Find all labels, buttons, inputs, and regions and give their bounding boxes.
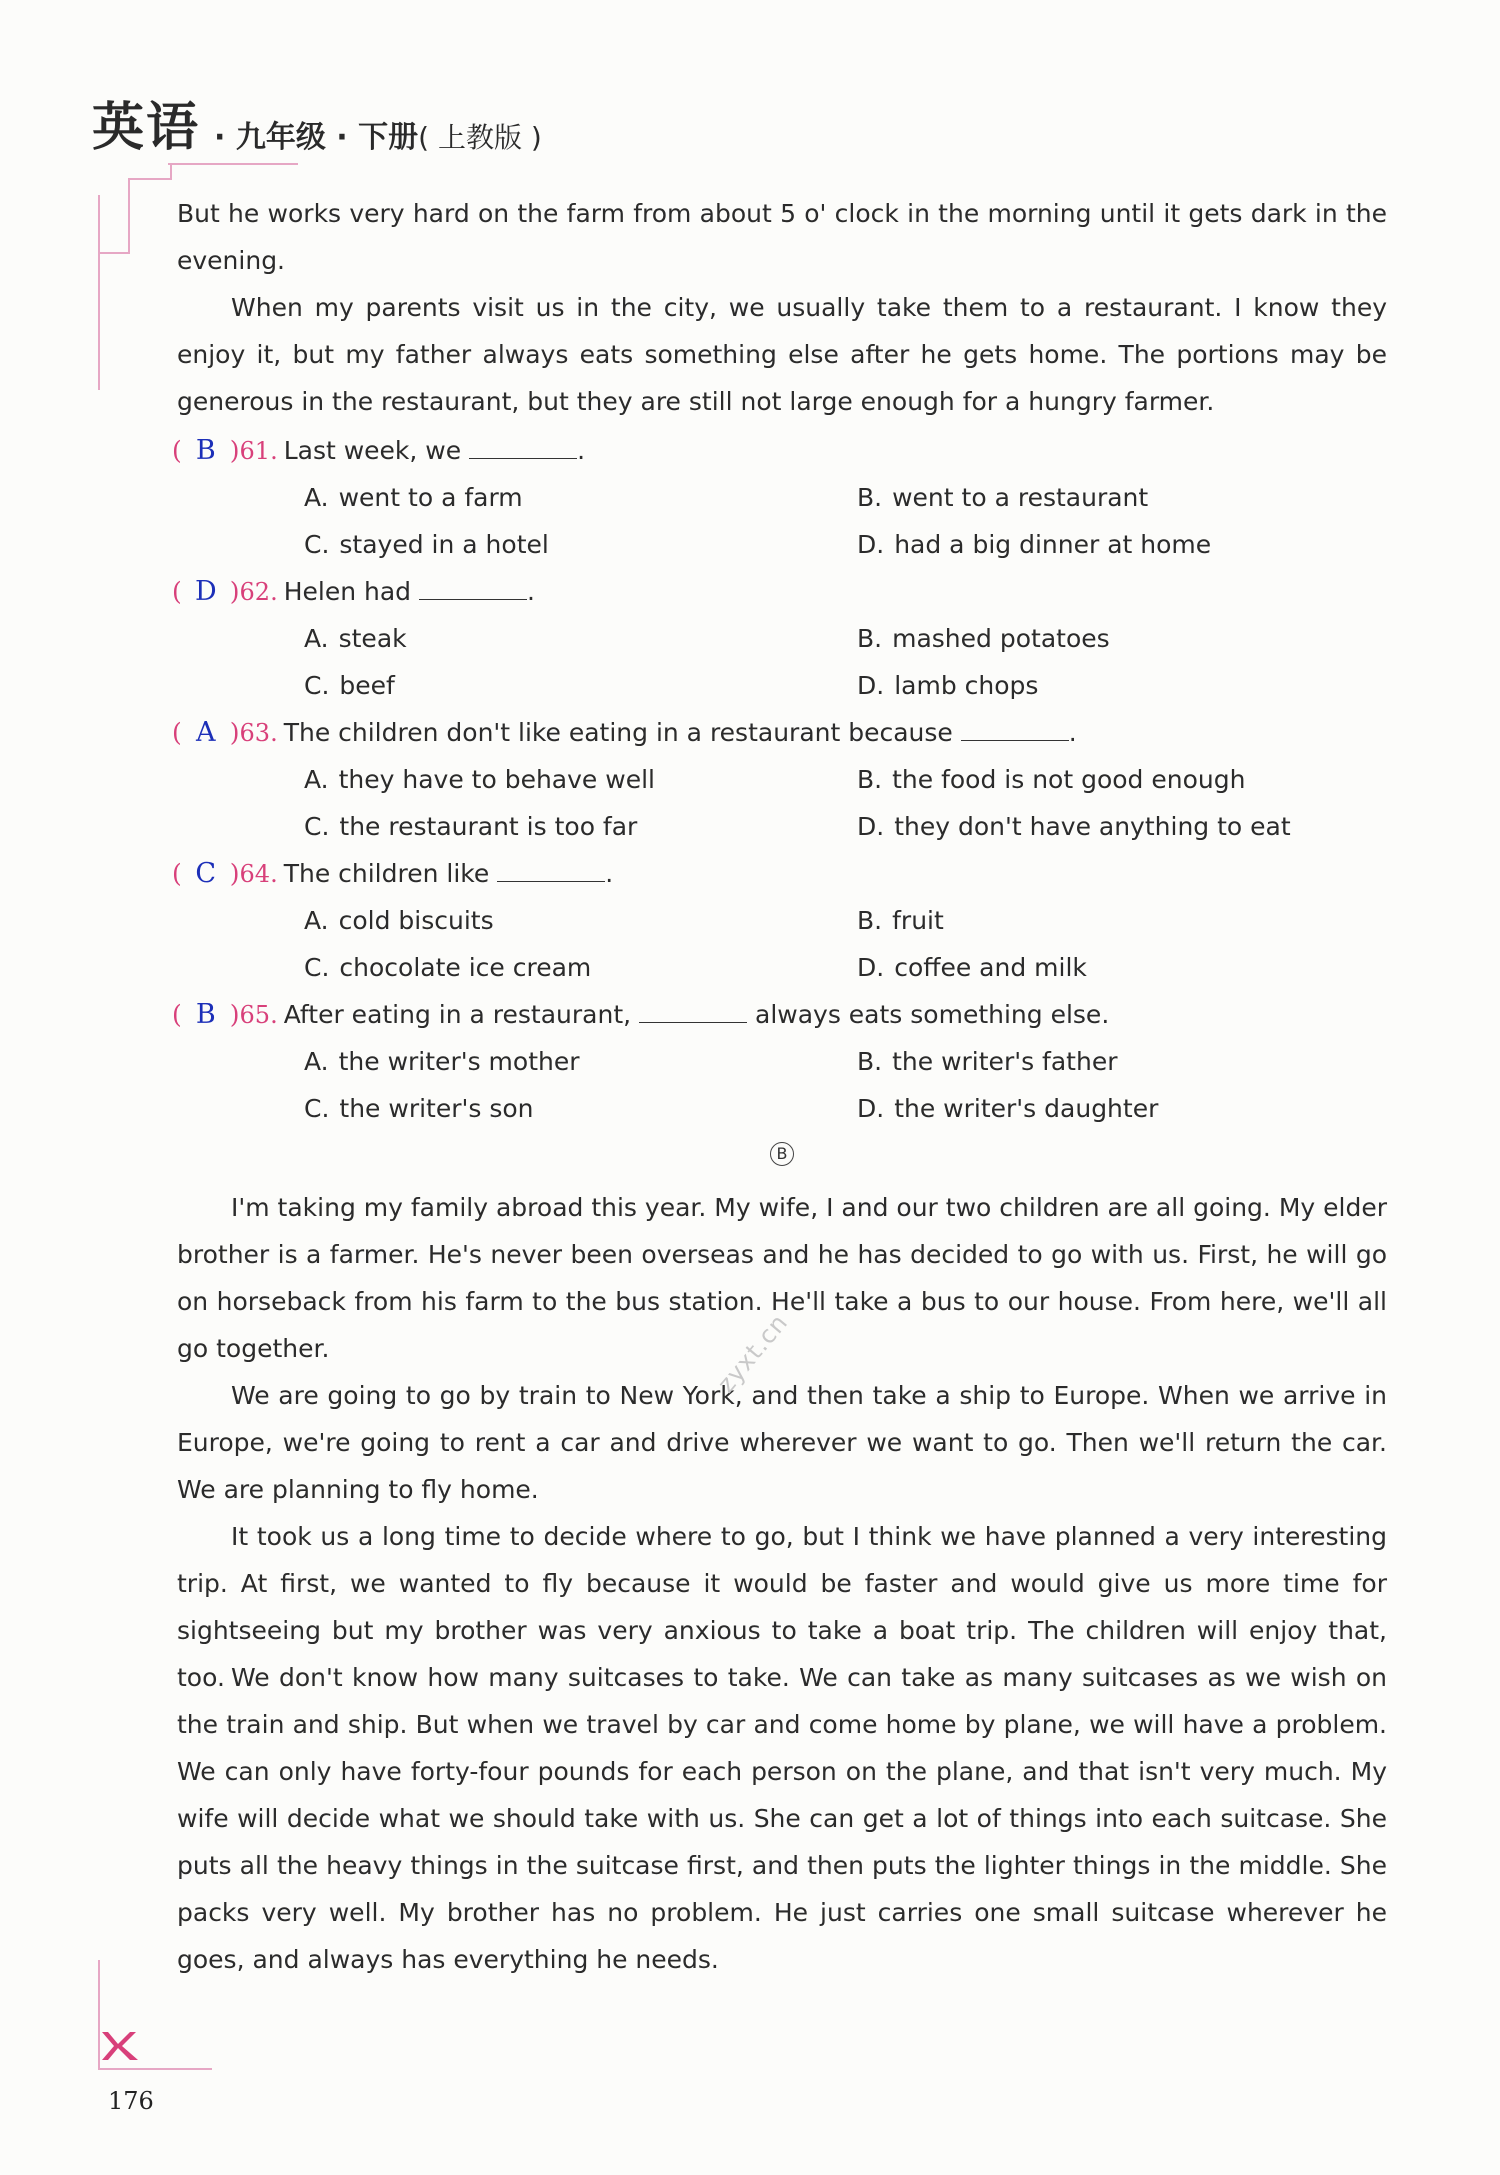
passage-b-paragraph-2: We are going to go by train to New York, and then take a ship to Europe. When we arrive in Europe, we're going to rent a car and drive wherever we want to go. Then we'll return the car. We are planning to fly home.	[177, 1381, 1387, 1504]
question-62: ( D )62. Helen had .	[172, 568, 535, 615]
question-number: 65.	[239, 1001, 278, 1029]
decor-footer-line	[98, 2068, 212, 2070]
answer-63: A	[196, 717, 216, 748]
header-grade-text: · 九年级 · 下册	[214, 120, 419, 155]
question-number: 61.	[239, 437, 278, 465]
k-logo-icon	[100, 2028, 140, 2068]
question-stem: Helen had	[283, 577, 412, 606]
option-65-c: C. the writer's son	[304, 1094, 534, 1123]
passage-a-paragraph-1: But he works very hard on the farm from about 5 o' clock in the morning until it gets dark in the evening.	[177, 199, 1387, 275]
option-62-b: B. mashed potatoes	[857, 624, 1110, 653]
section-b-label: B	[770, 1142, 794, 1166]
decor-frame-vertical	[98, 195, 100, 390]
question-number: 64.	[239, 860, 278, 888]
header-edition: ( 上教版 )	[418, 121, 542, 154]
answer-62: D	[194, 576, 217, 607]
question-stem-end: .	[1068, 718, 1077, 747]
option-65-d: D. the writer's daughter	[857, 1094, 1159, 1123]
answer-blank	[419, 579, 527, 600]
question-stem-end: .	[577, 436, 586, 465]
question-64: ( C )64. The children like .	[172, 850, 613, 897]
answer-blank	[639, 1002, 747, 1023]
option-63-a: A. they have to behave well	[304, 765, 655, 794]
option-64-c: C. chocolate ice cream	[304, 953, 592, 982]
watermark: zyxt.cn	[712, 1308, 794, 1398]
header-underline	[168, 163, 298, 165]
passage-b-paragraph-1: I'm taking my family abroad this year. My wife, I and our two children are all going. My elder brother is a farmer. He's never been overseas and he has decided to go with us. First, he will go on horseback from his farm to the bus station. He'll take a bus to our house. From here, we'll all go together.	[177, 1193, 1387, 1363]
decor-frame-step	[170, 165, 172, 180]
option-64-d: D. coffee and milk	[857, 953, 1087, 982]
answer-61: B	[195, 435, 216, 466]
option-65-b: B. the writer's father	[857, 1047, 1118, 1076]
option-61-d: D. had a big dinner at home	[857, 530, 1212, 559]
option-61-c: C. stayed in a hotel	[304, 530, 549, 559]
option-65-a: A. the writer's mother	[304, 1047, 580, 1076]
answer-blank	[497, 861, 605, 882]
passage-b-paragraph-3: It took us a long time to decide where to go, but I think we have planned a very interesting trip. At first, we wanted to fly because it would be faster and would give us more time for sightseeing but my brother was very anxious to take a boat trip. The children will enjoy that, too.	[177, 1522, 1387, 1692]
question-65: ( B )65. After eating in a restaurant, always eats something else.	[172, 991, 1109, 1038]
question-stem: The children like	[283, 859, 490, 888]
question-stem: The children don't like eating in a restaurant because	[283, 718, 953, 747]
passage-b-paragraph-4: We don't know how many suitcases to take. We can take as many suitcases as we wish on the train and ship. But when we travel by car and come home by plane, we will have a problem. We can only have forty-four pounds for each person on the plane, and that isn't very much. My wife will decide what we should take with us. She can get a lot of things into each suitcase. She puts all the heavy things in the suitcase first, and then puts the lighter things in the middle. She packs very well. My brother has no problem. He just carries one small suitcase wherever he goes, and always has everything he needs.	[177, 1663, 1387, 1974]
header-grade	[214, 120, 542, 156]
question-stem-end: .	[527, 577, 535, 606]
question-stem-end: always eats something else.	[755, 1000, 1110, 1029]
option-62-a: A. steak	[304, 624, 407, 653]
option-63-d: D. they don't have anything to eat	[857, 812, 1291, 841]
decor-frame-mid	[100, 252, 130, 254]
header-subject: 英语	[92, 98, 201, 158]
answer-blank	[961, 720, 1069, 741]
option-61-a: A. went to a farm	[304, 483, 523, 512]
answer-64: C	[195, 858, 217, 889]
option-64-b: B. fruit	[857, 906, 944, 935]
page-number: 176	[108, 2087, 154, 2115]
decor-frame-top	[128, 178, 172, 180]
option-62-c: C. beef	[304, 671, 395, 700]
question-stem: After eating in a restaurant,	[283, 1000, 632, 1029]
answer-blank	[469, 438, 577, 459]
option-64-a: A. cold biscuits	[304, 906, 494, 935]
question-63: ( A )63. The children don't like eating in a restaurant because .	[172, 709, 1077, 756]
question-number: 62.	[239, 578, 278, 606]
question-stem-end: .	[605, 859, 614, 888]
option-63-c: C. the restaurant is too far	[304, 812, 638, 841]
passage-a-paragraph-2: When my parents visit us in the city, we usually take them to a restaurant. I know they enjoy it, but my father always eats something else after he gets home. The portions may be generous in the restaurant, but they are still not large enough for a hungry farmer.	[177, 293, 1387, 416]
answer-65: B	[195, 999, 216, 1030]
question-61: ( B )61. Last week, we .	[172, 427, 585, 474]
decor-frame-left	[128, 178, 130, 253]
question-stem: Last week, we	[283, 436, 462, 465]
option-63-b: B. the food is not good enough	[857, 765, 1246, 794]
option-61-b: B. went to a restaurant	[857, 483, 1149, 512]
question-number: 63.	[239, 719, 278, 747]
option-62-d: D. lamb chops	[857, 671, 1039, 700]
